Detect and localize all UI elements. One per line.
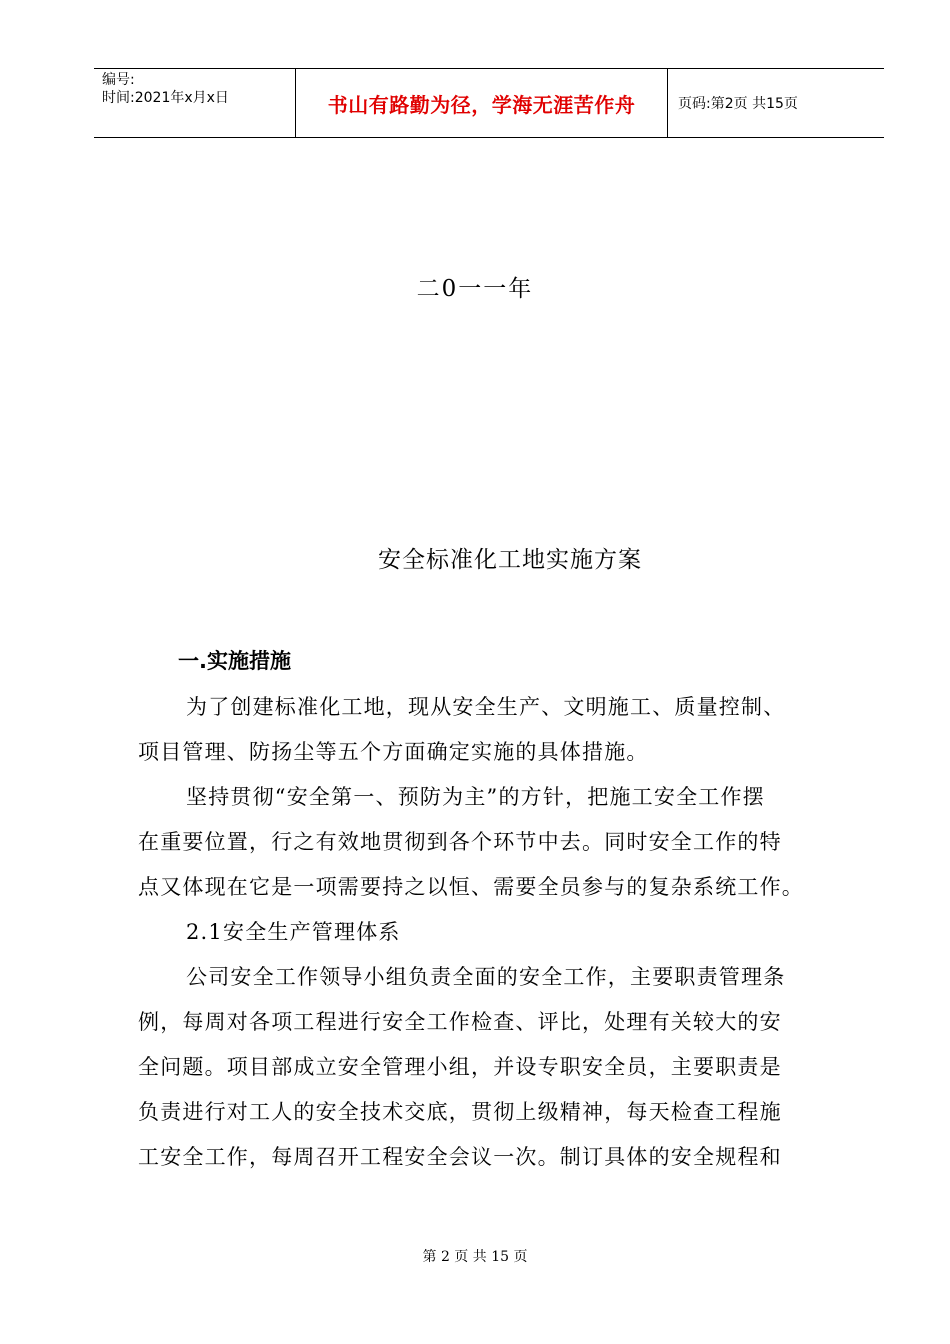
body-line: 点又体现在它是一项需要持之以恒、需要全员参与的复杂系统工作。	[138, 875, 804, 899]
year-text: 二0一一年	[416, 276, 534, 302]
body-line: 坚持贯彻“安全第一、预防为主”的方针，把施工安全工作摆	[186, 785, 765, 809]
body-line: 2.1安全生产管理体系	[186, 920, 401, 944]
page-footer: 第 2 页 共 15 页	[422, 1249, 528, 1265]
header-motto-cell	[296, 69, 668, 137]
section-heading: 一.实施措施	[178, 649, 291, 673]
header-page-info: 页码:第2页 共15页	[678, 96, 798, 112]
header-meta	[94, 69, 296, 137]
body-text	[138, 685, 844, 1180]
body-line: 公司安全工作领导小组负责全面的安全工作，主要职责管理条	[186, 965, 786, 989]
body-line: 负责进行对工人的安全技术交底，贯彻上级精神，每天检查工程施	[138, 1100, 782, 1124]
body-line: 例，每周对各项工程进行安全工作检查、评比，处理有关较大的安	[138, 1010, 782, 1034]
document-time-label: 时间:2021年x月x日	[102, 90, 229, 106]
body-line: 为了创建标准化工地，现从安全生产、文明施工、质量控制、	[186, 695, 786, 719]
document-number-label: 编号:	[102, 72, 135, 88]
body-line: 项目管理、防扬尘等五个方面确定实施的具体措施。	[138, 740, 649, 764]
document-title: 安全标准化工地实施方案	[378, 547, 642, 573]
body-line: 在重要位置，行之有效地贯彻到各个环节中去。同时安全工作的特	[138, 830, 782, 854]
body-line: 工安全工作，每周召开工程安全会议一次。制订具体的安全规程和	[138, 1145, 782, 1169]
page-header	[94, 68, 884, 138]
body-line: 全问题。项目部成立安全管理小组，并设专职安全员，主要职责是	[138, 1055, 782, 1079]
header-motto: 书山有路勤为径，学海无涯苦作舟	[327, 92, 636, 117]
